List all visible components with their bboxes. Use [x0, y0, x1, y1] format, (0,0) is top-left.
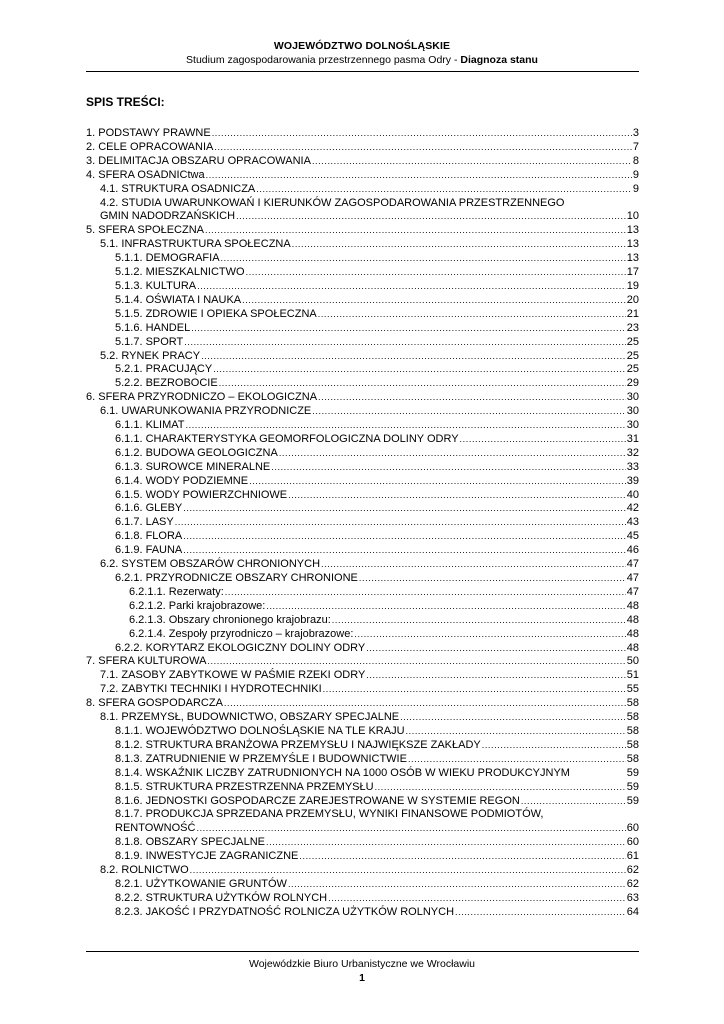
toc-entry-text: 4.2. STUDIA UWARUNKOWAŃ I KIERUNKÓW ZAGOSPODAROWANIA PRZESTRZENNEGO	[100, 196, 565, 209]
toc-entry-text: 5.2. RYNEK PRACY	[100, 349, 201, 362]
toc-page-number: 64	[626, 905, 639, 918]
toc-entry-text: 5. SFERA SPOŁECZNA	[86, 224, 204, 237]
toc-entry[interactable]	[86, 252, 639, 266]
toc-entry[interactable]	[86, 127, 639, 141]
toc-entry[interactable]	[86, 280, 639, 294]
toc-page-number: 42	[626, 502, 639, 515]
toc-entry[interactable]	[86, 628, 639, 642]
toc-page-number: 62	[626, 877, 639, 890]
toc-entry[interactable]	[86, 808, 639, 822]
toc-entry[interactable]	[86, 753, 639, 767]
toc-entry[interactable]	[86, 502, 639, 516]
dot-leader	[288, 489, 626, 503]
dot-leader	[292, 238, 626, 252]
toc-entry-text: 8. SFERA GOSPODARCZA	[86, 697, 223, 710]
toc-page-number: 30	[626, 419, 639, 432]
dot-leader	[212, 127, 632, 141]
dot-leader	[354, 628, 625, 642]
page-number: 1	[359, 972, 365, 984]
toc-entry-text: 6.1.5. WODY POWIERZCHNIOWE	[115, 488, 288, 501]
dot-leader	[312, 155, 632, 169]
toc-entry[interactable]	[86, 350, 639, 364]
toc-entry[interactable]	[86, 642, 639, 656]
toc-page-number: 40	[626, 488, 639, 501]
toc-entry-continuation[interactable]	[86, 822, 639, 836]
toc-page-number: 47	[626, 558, 639, 571]
subtitle-bold: Diagnoza stanu	[460, 54, 538, 66]
subtitle-plain: Studium zagospodarowania przestrzennego pasma Odry -	[186, 54, 461, 66]
toc-entry-text: 8.1.9. INWESTYCJE ZAGRANICZNE	[115, 850, 299, 863]
dot-leader	[197, 280, 626, 294]
toc-entry-text: 6.1.2. BUDOWA GEOLOGICZNA	[115, 446, 278, 459]
toc-entry[interactable]	[86, 586, 639, 600]
dot-leader	[328, 892, 626, 906]
toc-page-number: 46	[626, 544, 639, 557]
toc-page-number: 60	[626, 822, 639, 835]
toc-entry-text: 7.1. ZASOBY ZABYTKOWE W PAŚMIE RZEKI ODRY	[100, 669, 366, 682]
toc-entry-text: 1. PODSTAWY PRAWNE	[86, 127, 211, 139]
toc-entry-text: 4. SFERA OSADNICtwa	[86, 168, 205, 181]
footer-rule	[86, 951, 639, 952]
toc-entry-text: 6.1.8. FLORA	[115, 530, 183, 543]
toc-page-number: 58	[626, 738, 639, 751]
dot-leader	[246, 266, 626, 280]
document-region-title: WOJEWÓDZTWO DOLNOŚLĄSKIE	[273, 40, 451, 52]
toc-entry-text: 8.1.8. OBSZARY SPECJALNE	[115, 836, 265, 849]
dot-leader	[190, 864, 626, 878]
toc-entry-text: 6.1.7. LASY	[115, 516, 174, 529]
toc-entry[interactable]	[86, 336, 639, 350]
dot-leader	[521, 795, 626, 809]
toc-entry[interactable]	[86, 447, 639, 461]
dot-leader	[318, 308, 626, 322]
toc-entry[interactable]	[86, 516, 639, 530]
dot-leader	[256, 183, 632, 197]
page-footer	[0, 958, 724, 984]
toc-page-number: 3	[632, 127, 639, 139]
toc-page-number: 10	[626, 210, 639, 223]
toc-entry[interactable]	[86, 781, 639, 795]
toc-entry[interactable]	[86, 322, 639, 336]
toc-page-number: 51	[626, 669, 639, 682]
toc-page-number: 58	[626, 711, 639, 724]
toc-entry[interactable]	[86, 405, 639, 419]
toc-entry[interactable]	[86, 711, 639, 725]
toc-entry-text: 8.2. ROLNICTWO	[100, 864, 189, 877]
toc-entry[interactable]	[86, 419, 639, 433]
toc-entry-text: 5.1.7. SPORT	[115, 335, 184, 348]
toc-page-number: 47	[626, 585, 639, 598]
toc-entry[interactable]	[86, 238, 639, 252]
toc-entry-text: 6.1.1. CHARAKTERYSTYKA GEOMORFOLOGICZNA DOLINY ODRY	[115, 432, 459, 445]
toc-page-number: 45	[626, 530, 639, 543]
toc-page-number: 48	[626, 641, 639, 654]
dot-leader	[323, 683, 626, 697]
toc-entry-text: 6.1. UWARUNKOWANIA PRZYRODNICZE	[100, 405, 312, 418]
toc-entry-text: 8.2.3. JAKOŚĆ I PRZYDATNOŚĆ ROLNICZA UŻYTKÓW ROLNYCH	[115, 905, 455, 918]
toc-entry-text: 6.2. SYSTEM OBSZARÓW CHRONIONYCH	[100, 558, 321, 571]
toc-page-number: 7	[632, 140, 639, 153]
dot-leader	[213, 363, 626, 377]
toc-page-number: 43	[626, 516, 639, 529]
document-subtitle	[0, 54, 724, 66]
toc-entry-text: 6.2.2. KORYTARZ EKOLOGICZNY DOLINY ODRY	[115, 641, 366, 654]
toc-entry[interactable]	[86, 183, 639, 197]
toc-entry[interactable]	[86, 795, 639, 809]
toc-entry-text: 8.1.7. PRODUKCJA SPRZEDANA PRZEMYSŁU, WYNIKI FINANSOWE PODMIOTÓW,	[115, 808, 544, 821]
dot-leader	[288, 878, 626, 892]
toc-page-number: 19	[626, 279, 639, 292]
toc-entry-text: 8.2.1. UŻYTKOWANIE GRUNTÓW	[115, 877, 287, 890]
dot-leader	[455, 906, 626, 920]
toc-entry-text: 8.1.2. STRUKTURA BRANŻOWA PRZEMYSŁU I NAJWIĘKSZE ZAKŁADY	[115, 738, 481, 751]
toc-entry-text: 8.1.5. STRUKTURA PRZESTRZENNA PRZEMYSŁU	[115, 780, 374, 793]
toc-page-number: 29	[626, 377, 639, 390]
toc-entry[interactable]	[86, 683, 639, 697]
toc-entry[interactable]	[86, 197, 639, 211]
page-header	[0, 40, 724, 66]
toc-entry[interactable]	[86, 308, 639, 322]
toc-entry[interactable]	[86, 655, 639, 669]
toc-entry[interactable]	[86, 906, 639, 920]
dot-leader	[406, 725, 626, 739]
toc-page-number: 23	[626, 321, 639, 334]
toc-entry-text: 5.1.3. KULTURA	[115, 279, 197, 292]
toc-entry[interactable]	[86, 697, 639, 711]
toc-entry-text: 8.1.3. ZATRUDNIENIE W PRZEMYŚLE I BUDOWNICTWIE	[115, 752, 407, 765]
dot-leader	[196, 822, 625, 836]
toc-entry[interactable]	[86, 572, 639, 586]
toc-page-number: 62	[626, 864, 639, 877]
dot-leader	[318, 391, 626, 405]
toc-entry-continuation[interactable]	[86, 210, 639, 224]
toc-page-number: 47	[626, 572, 639, 584]
dot-leader	[359, 572, 626, 586]
toc-entry-text: RENTOWNOŚĆ	[115, 822, 196, 835]
toc-page-number: 21	[626, 307, 639, 320]
toc-entry-text: 8.1. PRZEMYSŁ, BUDOWNICTWO, OBSZARY SPECJALNE	[100, 711, 400, 724]
footer-organization: Wojewódzkie Biuro Urbanistyczne we Wrocławiu	[248, 958, 476, 970]
toc-page-number: 31	[626, 432, 639, 445]
dot-leader	[184, 336, 625, 350]
dot-leader	[242, 294, 626, 308]
toc-page-number: 59	[626, 780, 639, 793]
toc-entry[interactable]	[86, 475, 639, 489]
dot-leader	[183, 530, 625, 544]
toc-page-number: 48	[626, 627, 639, 640]
dot-leader	[186, 419, 626, 433]
toc-entry-text: 8.2.2. STRUKTURA UŻYTKÓW ROLNYCH	[115, 891, 328, 904]
toc-entry-text: 6.1.6. GLEBY	[115, 502, 183, 515]
toc-entry-text: GMIN NADODRZAŃSKICH	[100, 210, 236, 223]
toc-entry[interactable]	[86, 294, 639, 308]
toc-entry-text: 4.1. STRUKTURA OSADNICZA	[100, 182, 256, 195]
toc-entry[interactable]	[86, 725, 639, 739]
toc-entry[interactable]	[86, 739, 639, 753]
dot-leader	[214, 141, 632, 155]
dot-leader	[366, 642, 626, 656]
toc-entry[interactable]	[86, 169, 639, 183]
toc-entry-text: 5.1.5. ZDROWIE I OPIEKA SPOŁECZNA	[115, 307, 317, 320]
toc-entry-text: 6.2.1.4. Zespoły przyrodniczo – krajobrazowe:	[129, 627, 354, 640]
toc-entry-text: 6.1.4. WODY PODZIEMNE	[115, 474, 249, 487]
toc-entry-text: 5.1.6. HANDEL	[115, 321, 191, 334]
toc-entry[interactable]	[86, 850, 639, 864]
toc-page-number: 55	[626, 683, 639, 696]
toc-entry[interactable]	[86, 391, 639, 405]
toc-entry[interactable]	[86, 892, 639, 906]
dot-leader	[400, 711, 626, 725]
toc-entry-text: 8.1.6. JEDNOSTKI GOSPODARCZE ZAREJESTROWANE W SYSTEMIE REGON	[115, 794, 520, 807]
toc-page-number: 17	[626, 266, 639, 279]
toc-entry-text: 5.1.1. DEMOGRAFIA	[115, 252, 220, 265]
dot-leader	[249, 475, 626, 489]
toc-entry[interactable]	[86, 669, 639, 683]
dot-leader	[207, 655, 625, 669]
toc-entry[interactable]	[86, 864, 639, 878]
toc-page-number: 13	[626, 224, 639, 237]
dot-leader	[321, 558, 626, 572]
toc-entry[interactable]	[86, 600, 639, 614]
toc-page-number: 58	[626, 752, 639, 765]
toc-entry[interactable]	[86, 377, 639, 391]
toc-entry-text: 2. CELE OPRACOWANIA	[86, 140, 214, 153]
toc-entry-text: 5.2.1. PRACUJĄCY	[115, 363, 213, 376]
toc-page-number: 59	[626, 766, 639, 779]
toc-entry[interactable]	[86, 461, 639, 475]
toc-page-number: 13	[626, 252, 639, 265]
dot-leader	[183, 544, 625, 558]
toc-entry[interactable]	[86, 363, 639, 377]
dot-leader	[482, 739, 626, 753]
dot-leader	[219, 377, 626, 391]
toc-entry[interactable]	[86, 836, 639, 850]
dot-leader	[266, 836, 626, 850]
dot-leader	[224, 697, 626, 711]
dot-leader	[299, 850, 625, 864]
toc-entry-text: 6.1.9. FAUNA	[115, 544, 183, 557]
toc-entry[interactable]	[86, 266, 639, 280]
header-rule	[86, 71, 639, 72]
dot-leader	[366, 669, 625, 683]
dot-leader	[266, 600, 625, 614]
table-of-contents	[86, 127, 639, 920]
toc-page-number: 25	[626, 363, 639, 376]
toc-entry-text: 7.2. ZABYTKI TECHNIKI I HYDROTECHNIKI	[100, 683, 322, 696]
toc-entry[interactable]	[86, 489, 639, 503]
dot-leader	[460, 433, 626, 447]
toc-entry[interactable]	[86, 141, 639, 155]
toc-page-number: 59	[626, 794, 639, 807]
toc-page-number: 33	[626, 460, 639, 473]
toc-entry[interactable]	[86, 155, 639, 169]
toc-page-number: 58	[626, 697, 639, 710]
toc-page-number: 32	[626, 446, 639, 459]
dot-leader	[225, 586, 626, 600]
toc-entry-text: 5.1. INFRASTRUKTURA SPOŁECZNA	[100, 238, 291, 251]
toc-page-number: 25	[626, 335, 639, 348]
toc-entry-text: 7. SFERA KULTUROWA	[86, 655, 207, 668]
toc-entry-text: 6. SFERA PRZYRODNICZO – EKOLOGICZNA	[86, 391, 318, 404]
toc-title: SPIS TREŚCI:	[86, 95, 165, 109]
toc-page-number: 48	[626, 613, 639, 626]
dot-leader	[271, 461, 625, 475]
toc-entry-text: 8.1.4. WSKAŹNIK LICZBY ZATRUDNIONYCH NA 1000 OSÓB W WIEKU PRODUKCYJNYM	[115, 766, 570, 779]
dot-leader	[236, 210, 626, 224]
toc-page-number: 30	[626, 405, 639, 418]
toc-entry[interactable]	[86, 558, 639, 572]
toc-entry-text: 6.2.1.3. Obszary chronionego krajobrazu:	[129, 613, 331, 626]
toc-entry[interactable]	[86, 530, 639, 544]
toc-page-number: 61	[626, 850, 639, 863]
toc-entry[interactable]	[86, 767, 639, 781]
toc-page-number: 50	[626, 655, 639, 668]
toc-page-number: 48	[626, 599, 639, 612]
toc-page-number: 39	[626, 474, 639, 487]
toc-page-number: 20	[626, 293, 639, 306]
toc-entry-text: 8.1.1. WOJEWÓDZTWO DOLNOŚLĄSKIE NA TLE KRAJU	[115, 724, 405, 737]
dot-leader	[201, 350, 626, 364]
toc-page-number: 63	[626, 891, 639, 904]
toc-page-number: 58	[626, 724, 639, 737]
toc-page-number: 8	[632, 154, 639, 167]
dot-leader	[221, 252, 626, 266]
dot-leader	[183, 502, 625, 516]
dot-leader	[205, 224, 626, 238]
dot-leader	[279, 447, 626, 461]
toc-entry-text: 6.1.3. SUROWCE MINERALNE	[115, 460, 271, 473]
toc-entry[interactable]	[86, 614, 639, 628]
toc-entry-text: 6.1.1. KLIMAT	[115, 419, 185, 432]
toc-page-number: 13	[626, 238, 639, 251]
toc-page-number: 9	[632, 168, 639, 181]
toc-entry[interactable]	[86, 433, 639, 447]
toc-entry-text: 6.2.1. PRZYRODNICZE OBSZARY CHRONIONE	[115, 572, 358, 584]
toc-entry-text: 6.2.1.2. Parki krajobrazowe:	[129, 599, 266, 612]
toc-entry-text: 5.1.4. OŚWIATA I NAUKA	[115, 293, 242, 306]
toc-entry-text: 3. DELIMITACJA OBSZARU OPRACOWANIA	[86, 154, 311, 167]
dot-leader	[408, 753, 626, 767]
toc-entry-text: 5.2.2. BEZROBOCIE	[115, 377, 218, 390]
dot-leader	[375, 781, 626, 795]
toc-entry[interactable]	[86, 544, 639, 558]
toc-page-number: 25	[626, 349, 639, 362]
dot-leader	[175, 516, 626, 530]
dot-leader	[206, 169, 632, 183]
dot-leader	[332, 614, 626, 628]
toc-page-number: 30	[626, 391, 639, 404]
dot-leader	[191, 322, 626, 336]
toc-page-number: 60	[626, 836, 639, 849]
dot-leader	[312, 405, 625, 419]
toc-entry[interactable]	[86, 878, 639, 892]
toc-entry-text: 5.1.2. MIESZKALNICTWO	[115, 266, 245, 279]
toc-page-number: 9	[632, 182, 639, 195]
toc-entry-text: 6.2.1.1. Rezerwaty:	[129, 585, 224, 598]
toc-entry[interactable]	[86, 224, 639, 238]
